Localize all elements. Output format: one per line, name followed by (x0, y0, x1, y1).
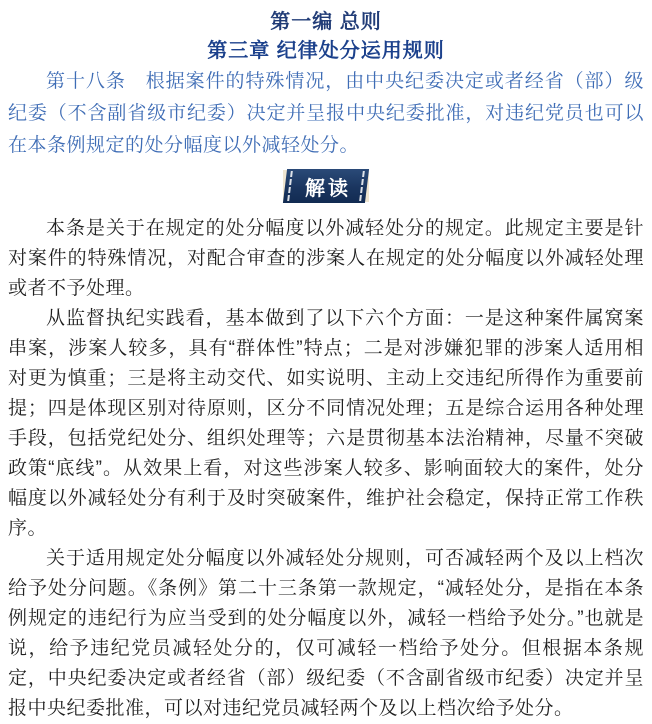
interpretation-body (8, 214, 644, 724)
part-title: 第一编 总则 (270, 11, 382, 33)
body-paragraph: 本条是关于在规定的处分幅度以外减轻处分的规定。此规定主要是针对案件的特殊情况，对配合审查的涉案人在规定的处分幅度以外减轻处理或者不予处理。 (8, 218, 644, 299)
body-paragraph: 关于适用规定处分幅度以外减轻处分规则，可否减轻两个及以上档次给予处分问题。《条例》第二十三条第一款规定，“减轻处分，是指在本条例规定的违纪行为应当受到的处分幅度以外，减轻一档给予处分。”也就是说，给予违纪党员减轻处分的，仅可减轻一档给予处分。但根据本条规定，中央纪委决定或者经省（部）级纪委（不含副省级市纪委）决定并呈报中央纪委批准，可以对违纪党员减轻两个及以上档次给予处分。 (8, 548, 644, 719)
interpretation-badge (282, 169, 370, 203)
badge-label: 解读 (304, 177, 351, 200)
article-text: 第十八条 根据案件的特殊情况，由中央纪委决定或者经省（部）级纪委（不含副省级市纪委）决定并呈报中央纪委批准，对违纪党员也可以在本条例规定的处分幅度以外减轻处分。 (8, 71, 644, 156)
body-paragraph: 从监督执纪实践看，基本做到了以下六个方面：一是这种案件属窝案串案，涉案人较多，具有“群体性”特点；二是对涉嫌犯罪的涉案人适用相对更为慎重；三是将主动交代、如实说明、主动上交违纪所得作为重要前提；四是体现区别对待原则，区分不同情况处理；五是综合运用各种处理手段，包括党纪处分、组织处理等；六是贯彻基本法治精神，尽量不突破政策“底线”。从效果上看，对这些涉案人较多、影响面较大的案件，处分幅度以外减轻处分有利于及时突破案件，维护社会稳定，保持正常工作秩序。 (8, 308, 644, 539)
badge-ribbon (283, 169, 369, 203)
chapter-title: 第三章 纪律处分运用规则 (207, 40, 445, 62)
